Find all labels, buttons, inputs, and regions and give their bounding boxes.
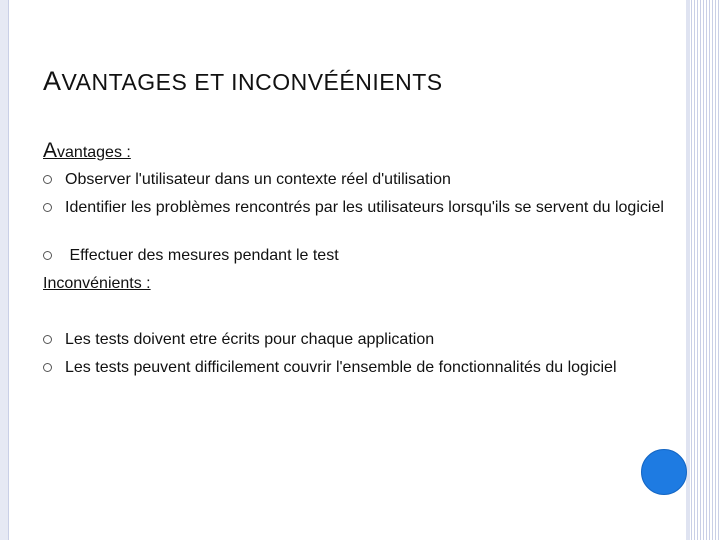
bullet-circle-icon: [43, 335, 52, 344]
left-border-decoration: [0, 0, 9, 540]
advantage-item: [43, 170, 693, 190]
disadvantage-item: [43, 330, 693, 350]
title-rest: VANTAGES ET INCONVÉÉNIENTS: [61, 69, 443, 95]
bullet-circle-icon: [43, 203, 52, 212]
disadvantage-text: Les tests peuvent difficilement couvrir l'ensemble de fonctionnalités du logiciel: [65, 359, 617, 376]
advantage-text: Observer l'utilisateur dans un contexte réel d'utilisation: [65, 171, 451, 188]
advantage-item: [43, 246, 693, 266]
slide-title: [43, 66, 443, 97]
bullet-circle-icon: [43, 363, 52, 372]
advantages-heading: Avantages :: [43, 139, 131, 162]
disadvantage-text: Les tests doivent etre écrits pour chaque application: [65, 331, 435, 348]
advantage-text: Effectuer des mesures pendant le test: [65, 247, 339, 264]
bullet-circle-icon: [43, 251, 52, 260]
advantage-text: Identifier les problèmes rencontrés par les utilisateurs lorsqu'ils se servent du logiciel: [65, 199, 664, 216]
disadvantage-item: [43, 358, 693, 378]
title-initial: A: [43, 66, 62, 96]
right-border-decoration: [686, 0, 720, 540]
advantage-item: [43, 198, 693, 218]
bullet-circle-icon: [43, 175, 52, 184]
blue-circle-decoration: [641, 449, 687, 495]
disadvantages-heading: Inconvénients :: [43, 275, 151, 292]
